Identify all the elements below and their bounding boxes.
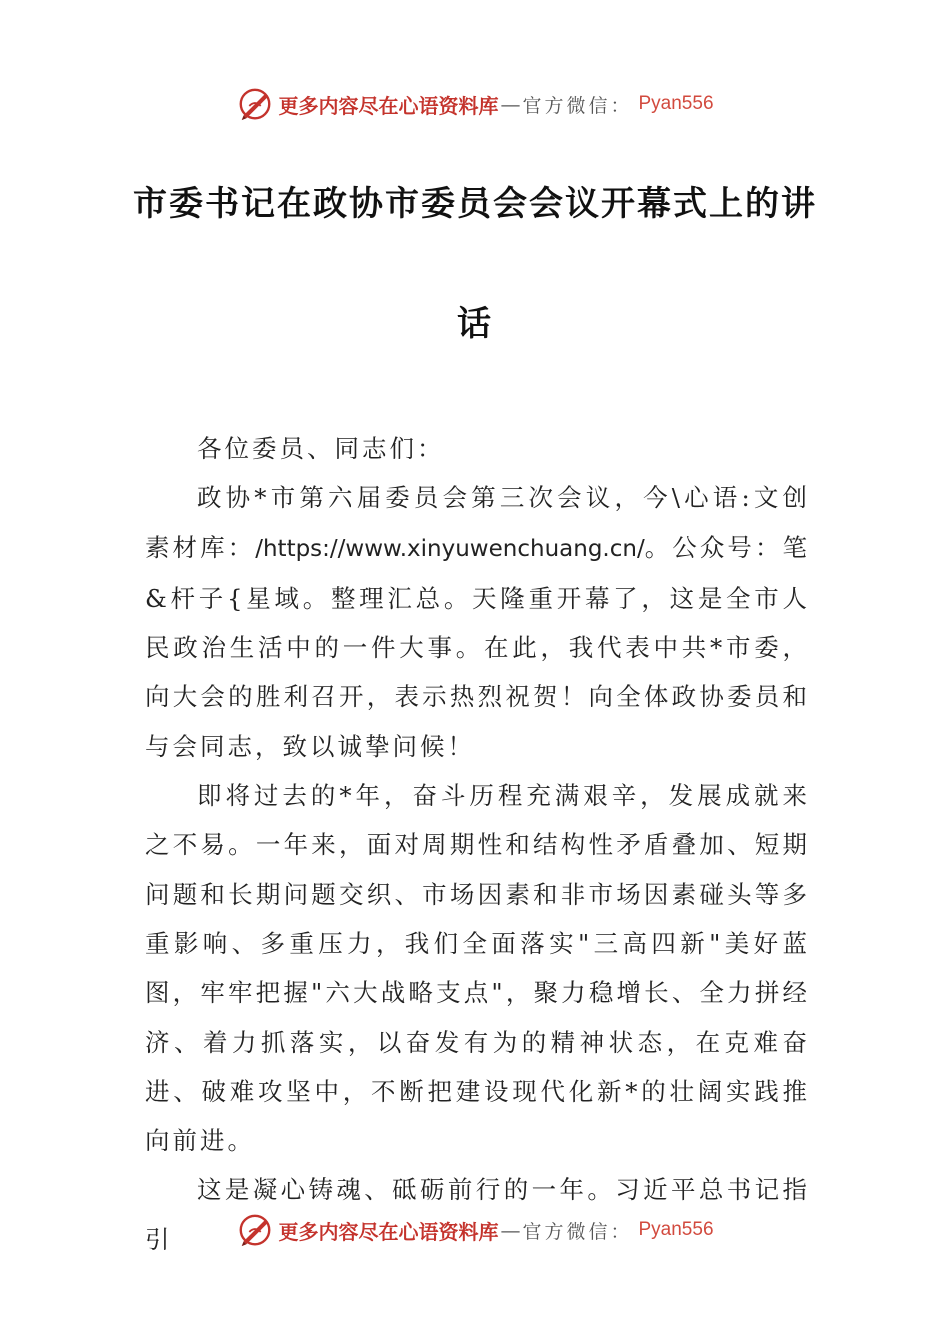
website-url: /https://www.xinyuwenchuang.cn/ <box>255 535 645 562</box>
header-watermark-banner <box>0 82 950 126</box>
footer-watermark-banner <box>0 1208 950 1252</box>
paragraph-3: 这是凝心铸魂、砥砺前行的一年。习近平总书记指引 <box>145 1175 810 1254</box>
salutation-paragraph: 各位委员、同志们： <box>197 434 445 463</box>
banner-wechat-label: 官方微信： <box>522 94 633 117</box>
banner-wechat-handle: Pyan556 <box>638 93 714 114</box>
paragraph-1-part-b: 。公众号：笔&杆子{星域。整理汇总。天隆重开幕了，这是全市人民政治生活中的一件大事。在此，我代表中共*市委，向大会的胜利召开，表示热烈祝贺！向全体政协委员和与会同志，致以诚挚问候！ <box>145 532 811 761</box>
paragraph-1 <box>145 473 810 771</box>
banner-wechat-handle: Pyan556 <box>638 1219 714 1240</box>
banner-wechat-label: 官方微信： <box>522 1220 633 1243</box>
banner-main-text: 更多内容尽在心语资料库 <box>278 1219 499 1244</box>
document-body <box>145 424 810 1264</box>
document-title-line-1: 市委书记在政协市委员会会议开幕式上的讲 <box>133 184 817 224</box>
pen-logo-icon <box>236 1211 274 1249</box>
pen-logo-icon <box>236 85 274 123</box>
document-title-line-2: 话 <box>457 304 493 344</box>
banner-dash: — <box>500 92 521 116</box>
banner-dash: — <box>500 1218 521 1242</box>
paragraph-1-part-a: 政协*市第六届委员会第三次会议，今\心语:文创素材库： <box>145 483 810 562</box>
paragraph-2: 即将过去的*年，奋斗历程充满艰辛，发展成就来之不易。一年来，面对周期性和结构性矛盾叠加、短期问题和长期问题交织、市场因素和非市场因素碰头等多重影响、多重压力，我们全面落实"三高四新"美好蓝图，牢牢把握"六大战略支点"，聚力稳增长、全力拼经济、着力抓落实，以奋发有为的精神状态，在克难奋进、破难攻坚中，不断把建设现代化新*的壮阔实践推向前进。 <box>145 781 810 1156</box>
banner-main-text: 更多内容尽在心语资料库 <box>278 93 499 118</box>
